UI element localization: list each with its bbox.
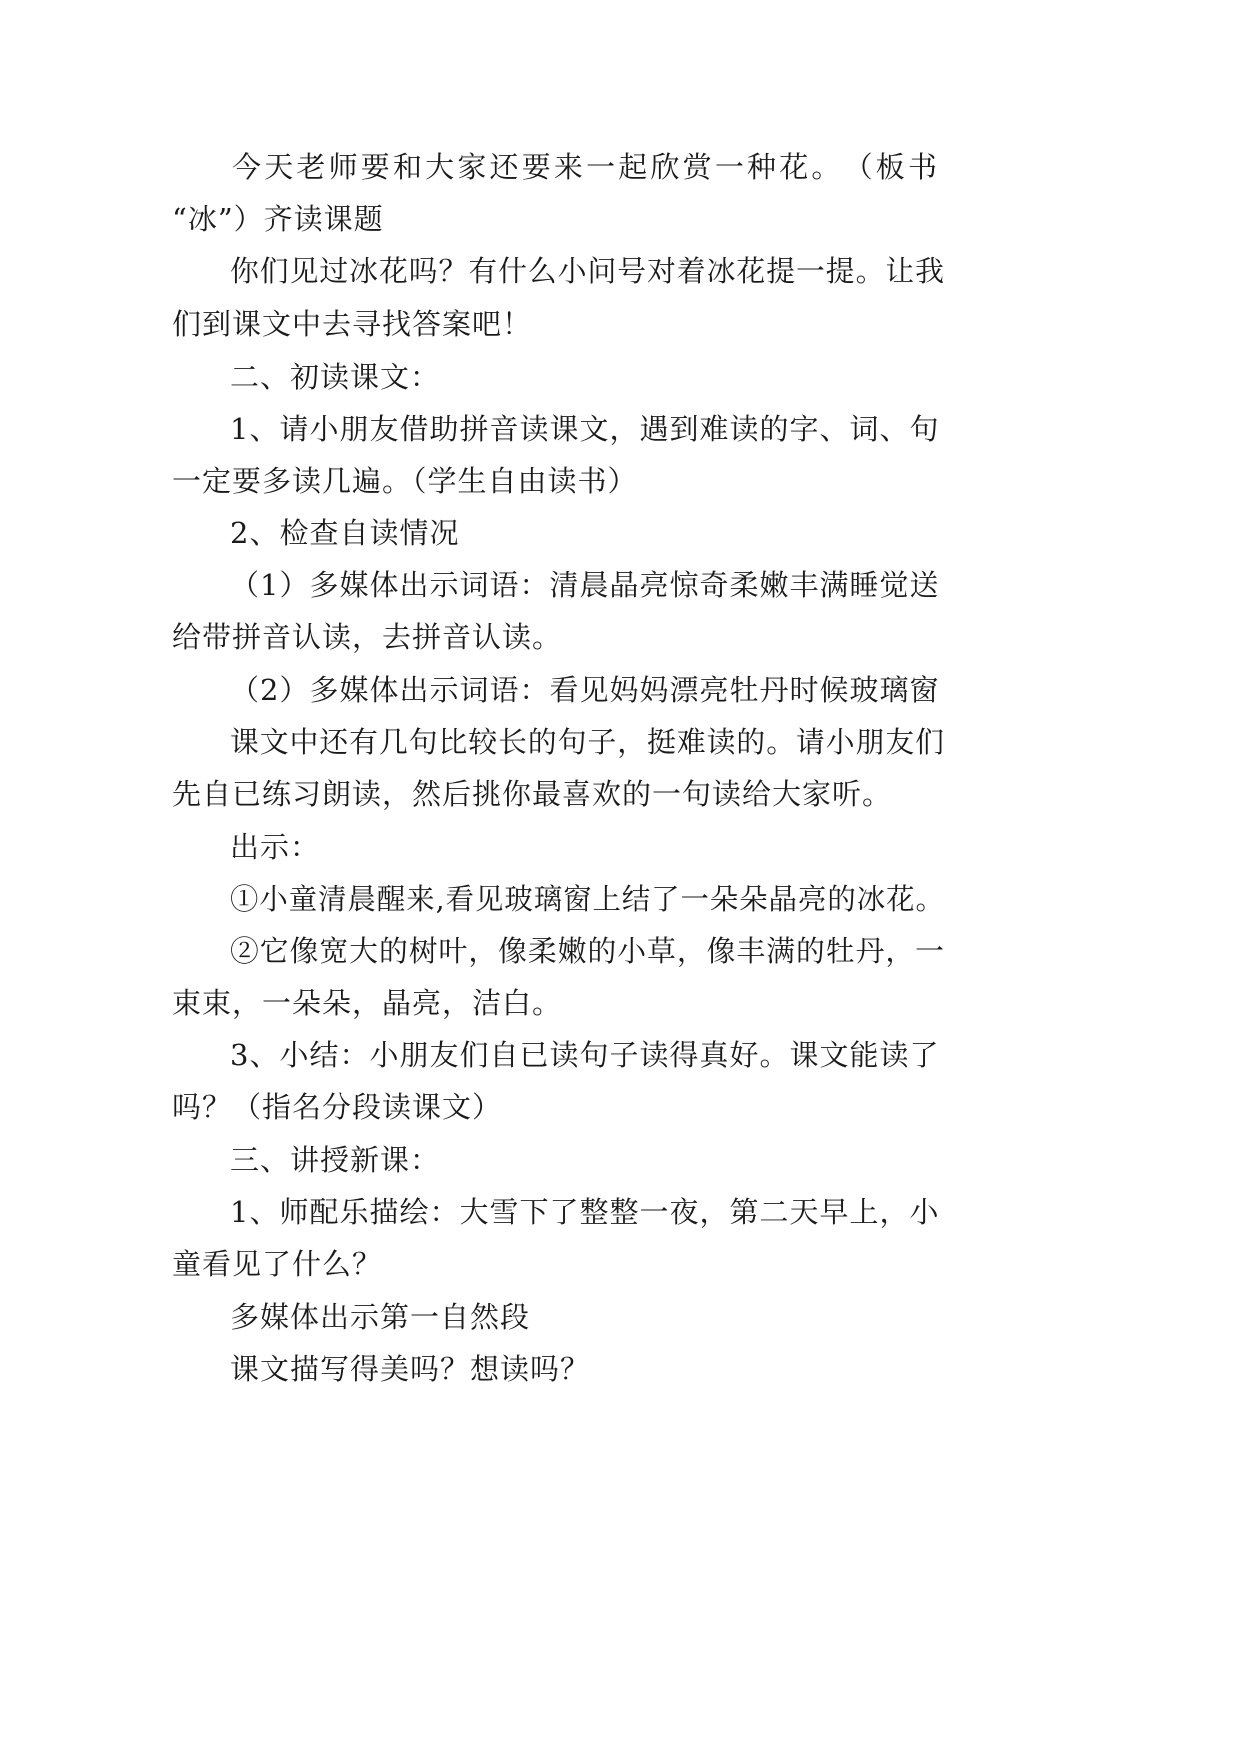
text-line-3: 你们见过冰花吗？有什么小问号对着冰花提一提。让我 [230,254,945,288]
text-line-21: 1、师配乐描绘：大雪下了整整一夜，第二天早上，小 [230,1195,940,1229]
text-line-5: 二、初读课文： [230,360,441,394]
text-line-16: ②它像宽大的树叶，像柔嫩的小草，像丰满的牡丹，一 [230,934,945,968]
text-line-22: 童看见了什么？ [172,1247,383,1281]
text-line-2: “冰”）齐读课题 [172,202,384,236]
text-line-13: 先自已练习朗读，然后挑你最喜欢的一句读给大家听。 [172,777,893,811]
text-line-9: （1）多媒体出示词语：清晨晶亮惊奇柔嫩丰满睡觉送 [230,568,940,602]
text-line-4: 们到课文中去寻找答案吧！ [172,307,533,341]
text-line-6: 1、请小朋友借助拼音读课文，遇到难读的字、词、句 [230,412,940,446]
text-line-7: 一定要多读几遍。（学生自由读书） [172,464,638,498]
text-line-8: 2、检查自读情况 [230,516,460,550]
text-line-23: 多媒体出示第一自然段 [230,1300,531,1334]
text-line-10: 给带拼音认读，去拼音认读。 [172,620,563,654]
text-line-18: 3、小结：小朋友们自已读句子读得真好。课文能读了 [230,1038,940,1072]
text-line-20: 三、讲授新课： [230,1143,441,1177]
text-line-19: 吗？（指名分段读课文） [172,1090,503,1124]
text-line-1: 今 天 老 师 要 和 大 家 还 要 来 一 起 欣 赏 一 种 花 。 （ 板 书 [232,150,938,184]
text-line-17: 束束，一朵朵，晶亮，洁白。 [172,986,563,1020]
text-line-11: （2）多媒体出示词语：看见妈妈漂亮牡丹时候玻璃窗 [230,673,940,707]
text-line-14: 出示： [230,830,321,864]
text-line-15: ①小童清晨醒来,看见玻璃窗上结了一朵朵晶亮的冰花。 [230,882,945,916]
text-line-12: 课文中还有几句比较长的句子，挺难读的。请小朋友们 [230,725,945,759]
text-line-24: 课文描写得美吗？想读吗？ [230,1352,591,1386]
